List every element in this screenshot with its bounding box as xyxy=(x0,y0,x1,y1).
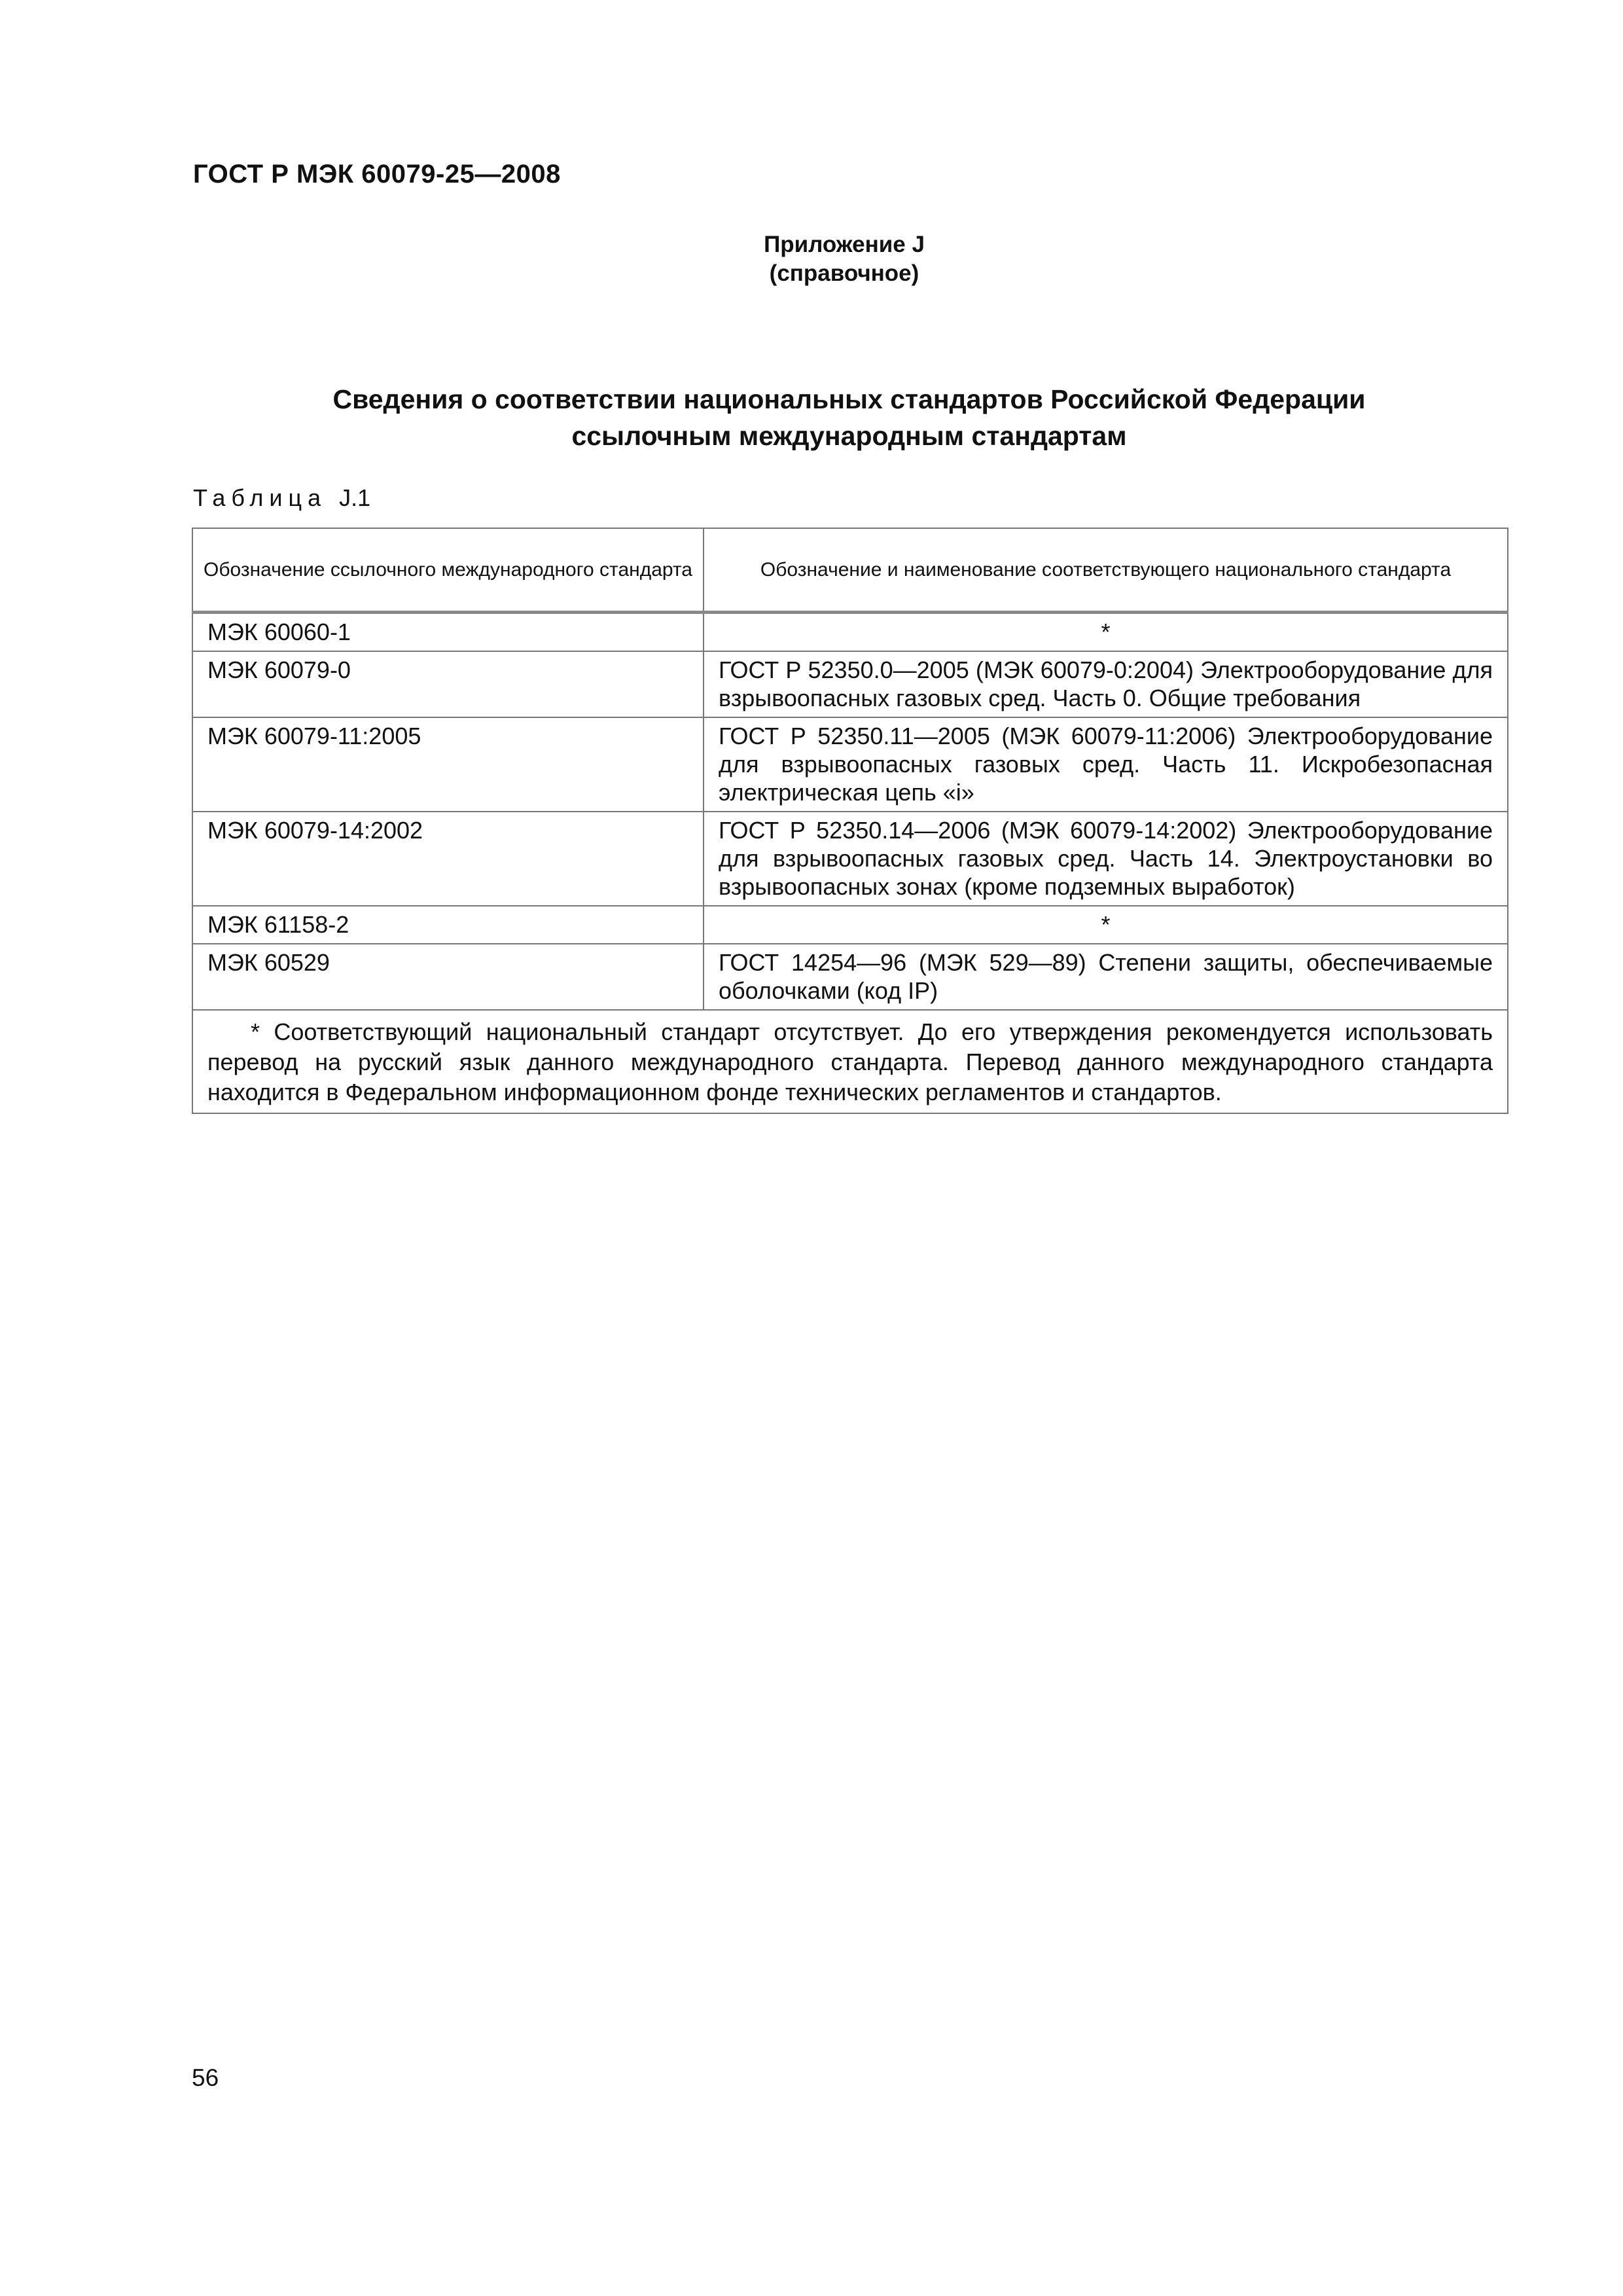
table-footnote-row xyxy=(192,1010,1508,1113)
table-label-word: Таблица xyxy=(193,484,327,511)
international-standard-cell: МЭК 61158-2 xyxy=(192,906,704,944)
international-standard-cell: МЭК 60529 xyxy=(192,944,704,1010)
table-row xyxy=(192,651,1508,717)
international-standard-cell: МЭК 60079-14:2002 xyxy=(192,812,704,906)
international-standard-cell: МЭК 60079-0 xyxy=(192,651,704,717)
table-label-number: J.1 xyxy=(339,484,371,511)
national-standard-cell: ГОСТ Р 52350.11—2005 (МЭК 60079-11:2006) Электрооборудование для взрывоопасных газовых сред. Часть 11. Искробезопасная электрическая цепь «i» xyxy=(704,717,1508,812)
table-row xyxy=(192,717,1508,812)
international-standard-cell: МЭК 60060-1 xyxy=(192,613,704,652)
national-standard-cell: ГОСТ Р 52350.0—2005 (МЭК 60079-0:2004) Электрооборудование для взрывоопасных газовых сред. Часть 0. Общие требования xyxy=(704,651,1508,717)
appendix-title: Приложение J xyxy=(764,232,925,257)
table-row xyxy=(192,944,1508,1010)
table-label xyxy=(193,484,370,512)
national-standard-cell: * xyxy=(704,613,1508,652)
standards-correspondence-table xyxy=(192,528,1508,1114)
national-standard-cell: ГОСТ 14254—96 (МЭК 529—89) Степени защиты, обеспечиваемые оболочками (код IP) xyxy=(704,944,1508,1010)
column-header-national: Обозначение и наименование соответствующего национального стандарта xyxy=(704,528,1508,613)
column-header-international: Обозначение ссылочного международного стандарта xyxy=(192,528,704,613)
table-row xyxy=(192,906,1508,944)
table-footnote: * Соответствующий национальный стандарт отсутствует. До его утверждения рекомендуется использовать перевод на русский язык данного международного стандарта. Перевод данного международного стандарта находится в Федеральном информационном фонде технических регламентов и стандартов. xyxy=(192,1010,1508,1113)
document-code: ГОСТ Р МЭК 60079-25—2008 xyxy=(193,160,561,188)
national-standard-cell: * xyxy=(704,906,1508,944)
page-number: 56 xyxy=(192,2064,219,2091)
appendix-kind: (справочное) xyxy=(769,260,919,286)
table-row xyxy=(192,613,1508,652)
table-row xyxy=(192,812,1508,906)
international-standard-cell: МЭК 60079-11:2005 xyxy=(192,717,704,812)
document-title-line-2: ссылочным международным стандартам xyxy=(571,421,1127,451)
document-title-line-1: Сведения о соответствии национальных стандартов Российской Федерации xyxy=(332,384,1366,414)
table-header-row xyxy=(192,528,1508,613)
national-standard-cell: ГОСТ Р 52350.14—2006 (МЭК 60079-14:2002) Электрооборудование для взрывоопасных газовых сред. Часть 14. Электроустановки во взрывоопасных зонах (кроме подземных выработок) xyxy=(704,812,1508,906)
